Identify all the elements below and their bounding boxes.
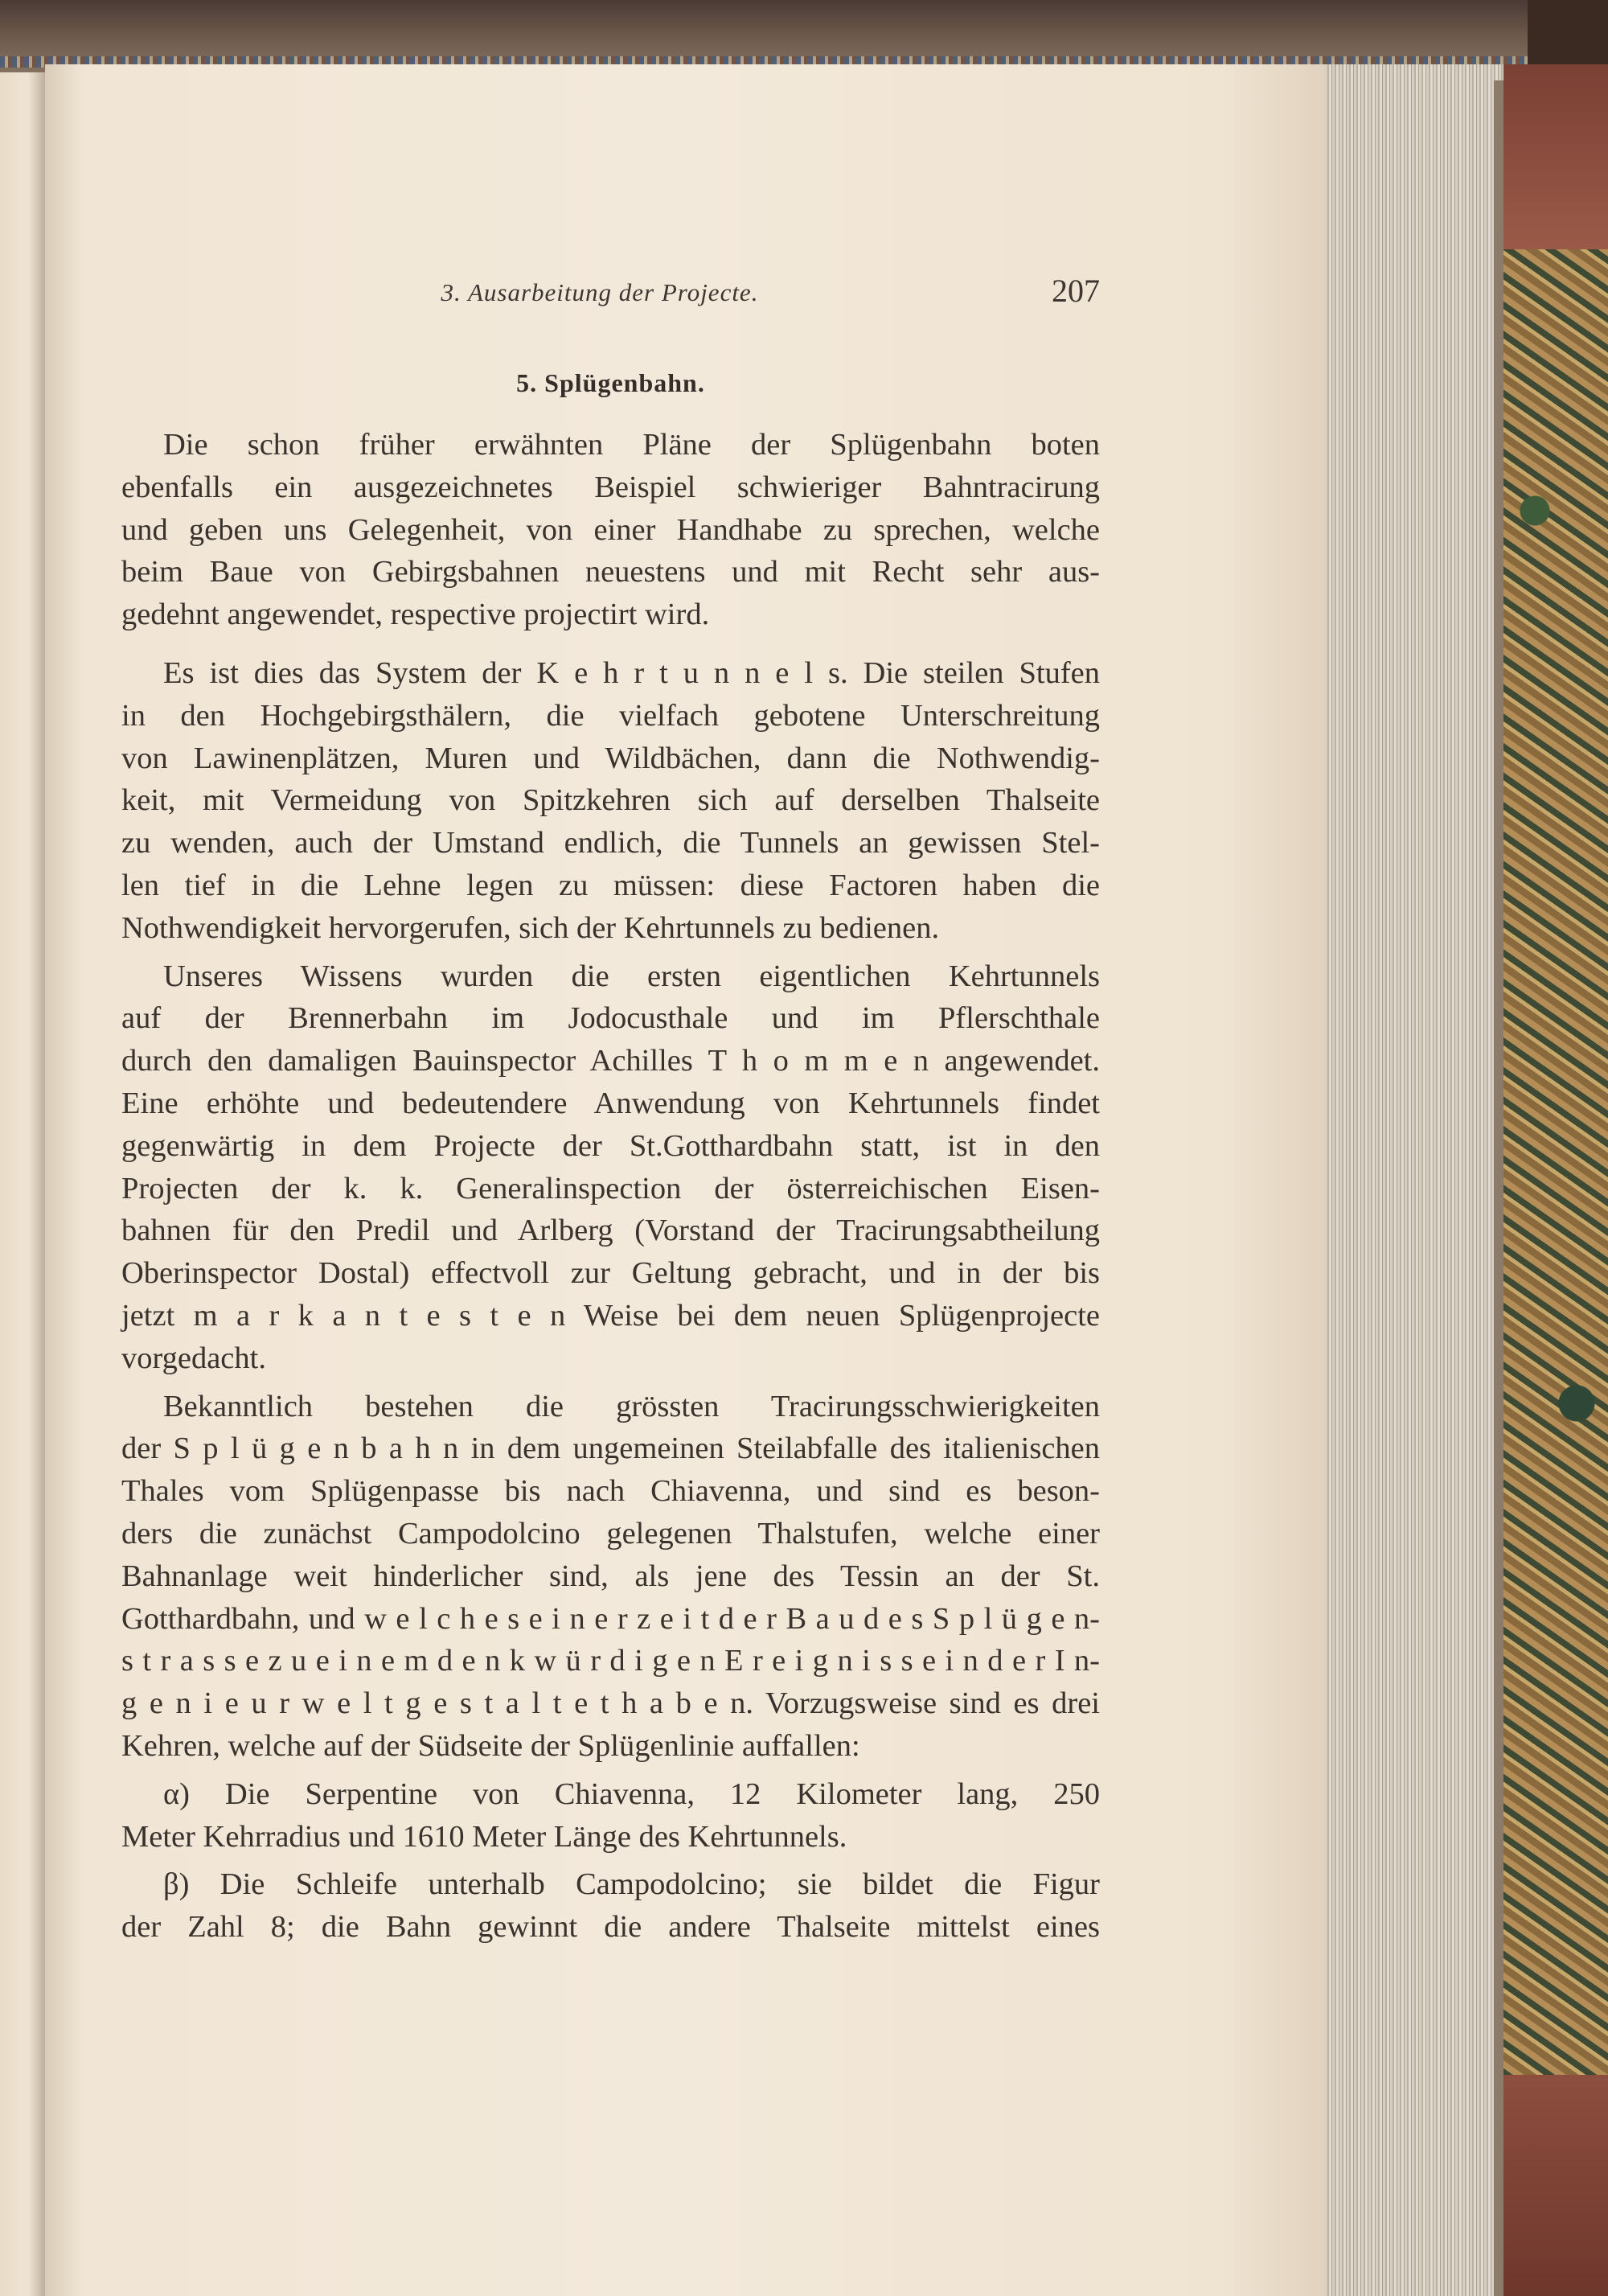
text-line: und geben uns Gelegenheit, von einer Handhabe zu sprechen, welche [121,512,1100,547]
marbled-cover [1503,64,1608,2296]
text-line: Es ist dies das System der K e h r t u n n e l s. Die steilen Stufen [163,655,1100,690]
left-page-edge [0,72,47,2296]
running-head [121,272,1100,314]
text-line: gegenwärtig in dem Projecte der St.Gotthardbahn statt, ist in den [121,1128,1100,1163]
text-line: Kehren, welche auf der Südseite der Splügenlinie auffallen: [121,1728,860,1763]
paragraph [121,1386,1100,1768]
body-text [121,424,1100,1949]
text-line: α) Die Serpentine von Chiavenna, 12 Kilometer lang, 250 [163,1776,1100,1811]
text-line: auf der Brennerbahn im Jodocusthale und im Pflerschthale [121,1001,1100,1036]
section-heading: 5. Splügenbahn. [516,368,705,397]
text-line: Projecten der k. k. Generalinspection der österreichischen Eisen- [121,1171,1100,1206]
text-line: durch den damaligen Bauinspector Achilles T h o m m e n angewendet. [121,1044,1100,1078]
text-line: len tief in die Lehne legen zu müssen: diese Factoren haben die [121,868,1100,902]
text-line: Die schon früher erwähnten Pläne der Splügenbahn boten [163,428,1100,462]
text-line: vorgedacht. [121,1341,266,1375]
text-line: Nothwendigkeit hervorgerufen, sich der Kehrtunnels zu bedienen. [121,910,940,945]
text-line: Eine erhöhte und bedeutendere Anwendung von Kehrtunnels findet [121,1086,1100,1120]
text-line: β) Die Schleife unterhalb Campodolcino; sie bildet die Figur [163,1867,1100,1902]
text-line: jetzt m a r k a n t e s t e n Weise bei dem neuen Splügenprojecte [121,1298,1100,1333]
text-line: Oberinspector Dostal) effectvoll zur Geltung gebracht, und in der bis [121,1256,1100,1291]
text-line: ebenfalls ein ausgezeichnetes Beispiel schwieriger Bahntracirung [121,470,1100,504]
text-line: g e n i e u r w e l t g e s t a l t e t h a b e n. Vorzugsweise sind es drei [121,1686,1100,1721]
text-line: s t r a s s e z u e i n e m d e n k w ü r d i g e n E r e i g n i s s e i n d e r I n- [121,1644,1100,1678]
text-line: beim Baue von Gebirgsbahnen neuestens und mit Recht sehr aus- [121,555,1100,589]
text-line: zu wenden, auch der Umstand endlich, die Tunnels an gewissen Stel- [121,826,1100,860]
text-line: Thales vom Splügenpasse bis nach Chiavenna, und sind es beson- [121,1474,1100,1509]
page-number: 207 [1052,273,1100,309]
paragraph [121,955,1100,1380]
text-line: Bekanntlich bestehen die grössten Tracirungsschwierigkeiten [163,1389,1100,1423]
paragraph [121,652,1100,950]
text-line: der Zahl 8; die Bahn gewinnt die andere Thalseite mittelst eines [121,1910,1100,1945]
text-line: Bahnanlage weit hinderlicher sind, als jene des Tessin an der St. [121,1559,1100,1593]
text-line: ders die zunächst Campodolcino gelegenen Thalstufen, welche einer [121,1516,1100,1551]
text-line: in den Hochgebirgsthälern, die vielfach gebotene Unterschreitung [121,698,1100,733]
text-line: von Lawinenplätzen, Muren und Wildbächen, dann die Nothwendig- [121,741,1100,775]
text-line: Meter Kehrradius und 1610 Meter Länge des Kehrtunnels. [121,1819,847,1854]
text-line: keit, mit Vermeidung von Spitzkehren sich auf derselben Thalseite [121,783,1100,818]
text-line: gedehnt angewendet, respective projectirt wird. [121,598,710,632]
text-line: Unseres Wissens wurden die ersten eigentlichen Kehrtunnels [163,959,1100,993]
text-line: bahnen für den Predil und Arlberg (Vorstand der Tracirungsabtheilung [121,1214,1100,1248]
text-line: Gotthardbahn, und w e l c h e s e i n e r z e i t d e r B a u d e s S p l ü g e n- [121,1601,1100,1636]
text-line: der S p l ü g e n b a h n in dem ungemeinen Steilabfalle des italienischen [121,1431,1100,1466]
running-title: 3. Ausarbeitung der Projecte. [441,278,759,306]
page-stack-edges [1325,64,1507,2296]
paragraph [121,1773,1100,1859]
paragraph [121,1863,1100,1949]
paragraph [121,424,1100,636]
